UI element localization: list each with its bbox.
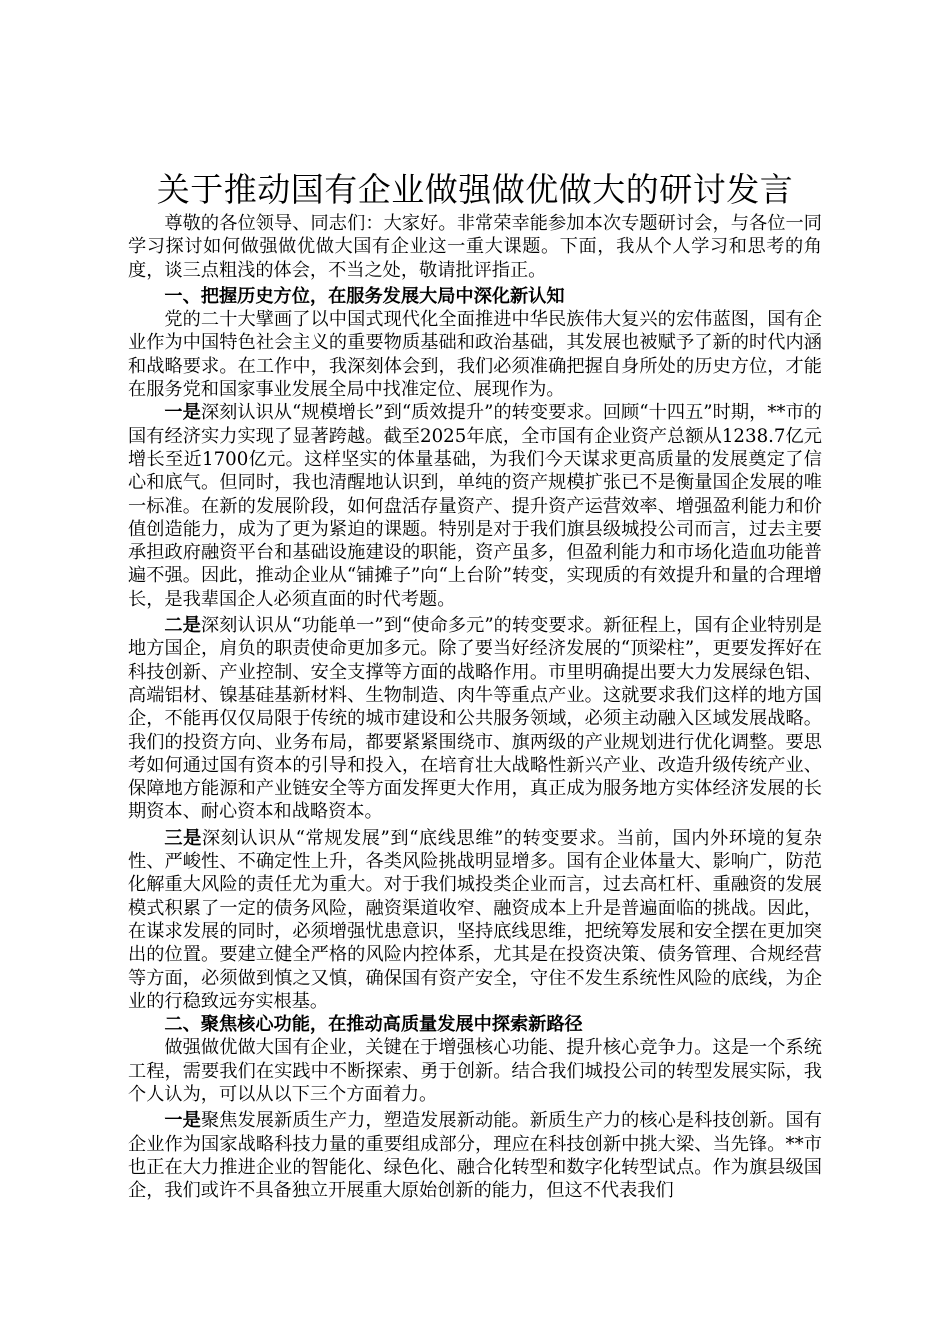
section1-intro-paragraph: 党的二十大擘画了以中国式现代化全面推进中华民族伟大复兴的宏伟蓝图，国有企业作为中国特色社会主义的重要物质基础和政治基础，其发展也被赋予了新的时代内涵和战略要求。在工作中，我深刻体会到，我们必须准确把握自身所处的历史方位，才能在服务党和国家事业发展全局中找准定位、展现作为。 <box>128 309 822 401</box>
section1-point1-paragraph <box>128 401 822 611</box>
document-title: 关于推动国有企业做强做优做大的研讨发言 <box>156 170 794 209</box>
point-lead: 二是 <box>164 615 201 637</box>
point-lead: 一是 <box>164 402 201 424</box>
section2-intro-paragraph: 做强做优做大国有企业，关键在于增强核心功能、提升核心竞争力。这是一个系统工程，需要我们在实践中不断探索、勇于创新。结合我们城投公司的转型发展实际，我个人认为，可以从以下三个方面着力。 <box>128 1037 822 1105</box>
point-text: 深刻认识从“常规发展”到“底线思维”的转变要求。当前，国内外环境的复杂性、严峻性、不确定性上升，各类风险挑战明显增多。国有企业体量大、影响广，防范化解重大风险的责任尤为重大。对于我们城投类企业而言，过去高杠杆、重融资的发展模式积累了一定的债务风险，融资渠道收窄、融资成本上升是普遍面临的挑战。因此，在谋求发展的同时，必须增强忧患意识，坚持底线思维，把统筹发展和安全摆在更加突出的位置。要建立健全严格的风险内控体系，尤其是在投资决策、债务管理、合规经营等方面，必须做到慎之又慎，确保国有资产安全，守住不发生系统性风险的底线，为企业的行稳致远夯实根基。 <box>128 827 822 1012</box>
point-text: 深刻认识从“规模增长”到“质效提升”的转变要求。回顾“十四五”时期，**市的国有经济实力实现了显著跨越。截至2025年底，全市国有企业资产总额从1238.7亿元增长至近1700亿元。这样坚实的体量基础，为我们今天谋求更高质量的发展奠定了信心和底气。但同时，我也清醒地认识到，单纯的资产规模扩张已不是衡量国企发展的唯一标准。在新的发展阶段，如何盘活存量资产、提升资产运营效率、增强盈利能力和价值创造能力，成为了更为紧迫的课题。特别是对于我们旗县级城投公司而言，过去主要承担政府融资平台和基础设施建设的职能，资产虽多，但盈利能力和市场化造血功能普遍不强。因此，推动企业从“铺摊子”向“上台阶”转变，实现质的有效提升和量的合理增长，是我辈国企人必须直面的时代考题。 <box>128 402 822 610</box>
section2-heading: 二、聚焦核心功能，在推动高质量发展中探索新路径 <box>164 1014 583 1036</box>
section1-point2-paragraph <box>128 614 822 824</box>
document-page <box>128 168 822 1202</box>
section2-point1-paragraph <box>128 1109 822 1202</box>
point-text: 聚焦发展新质生产力，塑造发展新动能。新质生产力的核心是科技创新。国有企业作为国家战略科技力量的重要组成部分，理应在科技创新中挑大梁、当先锋。**市也正在大力推进企业的智能化、绿色化、融合化转型和数字化转型试点。作为旗县级国企，我们或许不具备独立开展重大原始创新的能力，但这不代表我们 <box>128 1110 822 1202</box>
point-lead: 三是 <box>164 827 202 849</box>
point-lead: 一是 <box>164 1110 201 1132</box>
point-text: 深刻认识从“功能单一”到“使命多元”的转变要求。新征程上，国有企业特别是地方国企，肩负的职责使命更加多元。除了要当好经济发展的“顶梁柱”，更要发挥好在科技创新、产业控制、安全支撑等方面的战略作用。市里明确提出要大力发展绿色铝、高端铝材、镍基硅基新材料、生物制造、肉牛等重点产业。这就要求我们这样的地方国企，不能再仅仅局限于传统的城市建设和公共服务领域，必须主动融入区域发展战略。我们的投资方向、业务布局，都要紧紧围绕市、旗两级的产业规划进行优化调整。要思考如何通过国有资本的引导和投入，在培育壮大战略性新兴产业、改造升级传统产业、保障地方能源和产业链安全等方面发挥更大作用，真正成为服务地方实体经济发展的长期资本、耐心资本和战略资本。 <box>128 615 822 823</box>
section1-heading: 一、把握历史方位，在服务发展大局中深化新认知 <box>164 285 565 307</box>
section1-point3-paragraph <box>128 827 822 1013</box>
intro-paragraph: 尊敬的各位领导、同志们：大家好。非常荣幸能参加本次专题研讨会，与各位一同学习探讨如何做强做优做大国有企业这一重大课题。下面，我从个人学习和思考的角度，谈三点粗浅的体会，不当之处，敬请批评指正。 <box>128 213 822 281</box>
